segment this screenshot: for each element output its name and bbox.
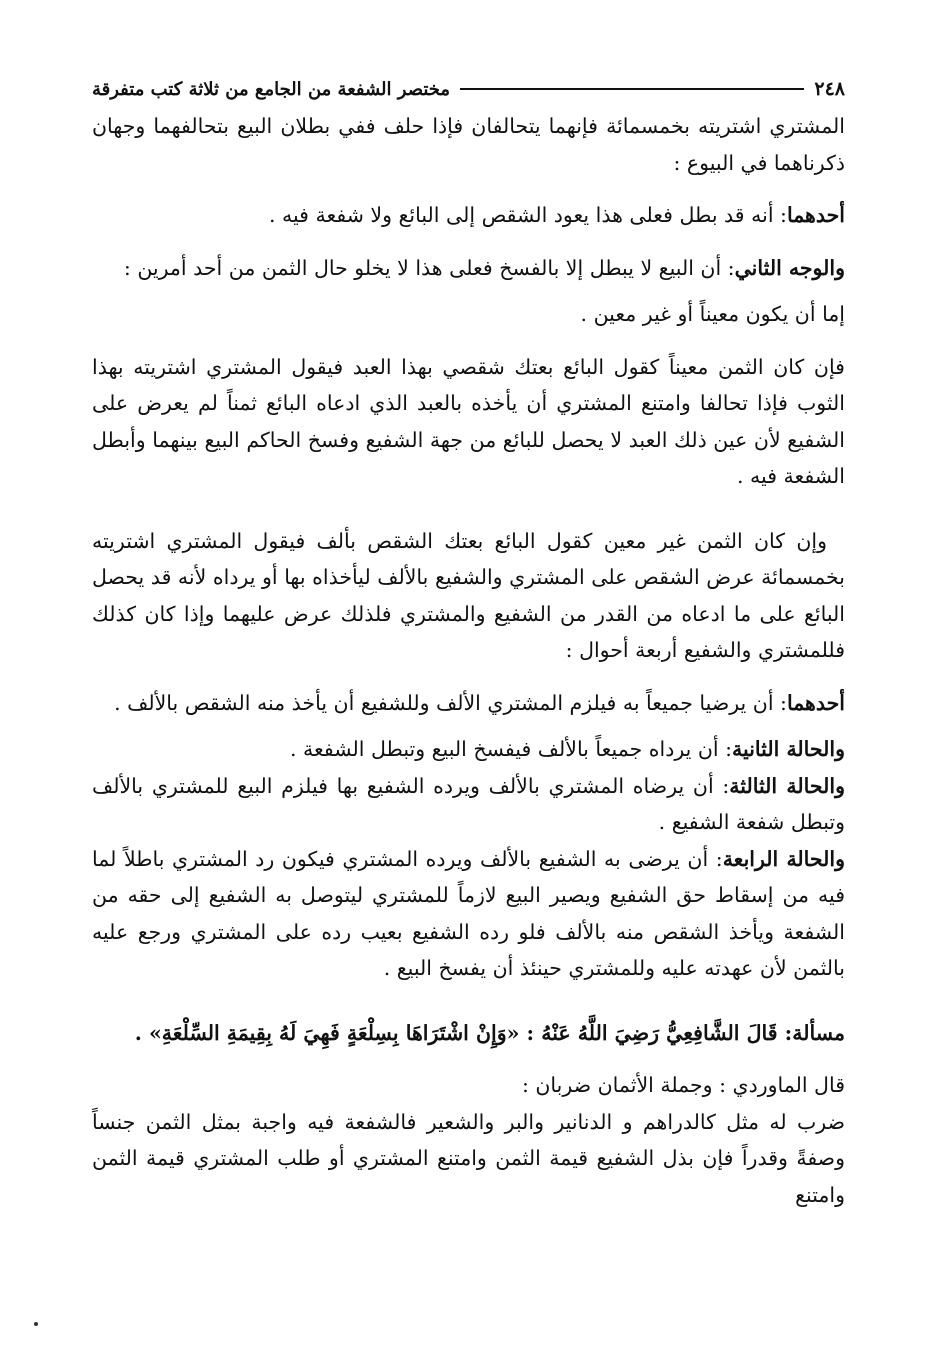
paragraph-7-text: : أن يرضيا جميعاً به فيلزم المشتري الألف وللشفيع أن يأخذ منه الشقص بالألف . (114, 690, 787, 715)
header-rule (460, 88, 804, 90)
paragraph-10-label: والحالة الرابعة (722, 846, 845, 871)
paragraph-9 (92, 768, 845, 841)
paragraph-3 (92, 250, 845, 287)
masala-heading (92, 1015, 845, 1052)
paragraph-10 (92, 841, 845, 987)
page-body (92, 108, 845, 1213)
running-title: مختصر الشفعة من الجامع من ثلاثة كتب متفرقة (92, 78, 451, 100)
paragraph-8 (92, 731, 845, 768)
paragraph-2 (92, 197, 845, 234)
paragraph-8-label: والحالة الثانية (732, 737, 845, 761)
paragraph-9-text: : أن يرضاه المشتري بالألف ويرده الشفيع بها فيلزم البيع للمشتري بالألف وتبطل شفعة الشفيع . (92, 773, 845, 834)
masala-quote: : قَالَ الشَّافِعِيُّ رَضِيَ اللَّهُ عَنْهُ : «وَإِنْ اشْتَرَاهَا بِسِلْعَةٍ فَهِيَ لَهُ بِقِيمَةِ السِّلْعَةِ» . (134, 1020, 793, 1045)
paragraph-4: إما أن يكون معيناً أو غير معين . (580, 302, 845, 326)
paragraph-10-text: : أن يرضى به الشفيع بالألف ويرده المشتري فيكون رد المشتري باطلاً لما فيه من إسقاط حق الشفيع ويصير البيع لازماً للمشتري ليتوصل به الشفيع إلى حقه من الشفعة ويأخذ الشقص منه بالألف فلو رده الشفيع بعيب رده على المشتري ورجع عليه بالثمن لأن عهدته عليه وللمشتري حينئذ أن يفسخ البيع . (92, 846, 845, 980)
masala-label: مسألة (792, 1020, 845, 1045)
paragraph-12: قال الماوردي : وجملة الأثمان ضربان : (521, 1073, 845, 1097)
paragraph-3-label: والوجه الثاني (734, 255, 845, 280)
paragraph-8-text: : أن يرداه جميعاً بالألف فيفسخ البيع وتبطل الشفعة . (289, 737, 733, 761)
paragraph-6: وإن كان الثمن غير معين كقول البائع بعتك الشقص بألف فيقول المشتري اشتريته بخمسمائة عرض الشقص على المشتري والشفيع بالألف ليأخذاه بها أو يرداه لأنه قد يحصل البائع على ما ادعاه من القدر من الشفيع والمشتري فلذلك عرض عليهما وإذا كان كذلك فللمشتري والشفيع أربعة أحوال : (92, 528, 845, 662)
paragraph-13: ضرب له مثل كالدراهم و الدنانير والبر والشعير فالشفعة فيه واجبة بمثل الثمن جنساً وصفةً وقدراً فإن بذل الشفيع قيمة الثمن وامتنع المشتري أو طلب المشتري قيمة الثمن وامتنع (92, 1109, 845, 1207)
page-number: ٢٤٨ (814, 78, 845, 100)
paragraph-3-text: : أن البيع لا يبطل إلا بالفسخ فعلى هذا لا يخلو حال الثمن من أحد أمرين : (123, 255, 735, 280)
paragraph-5: فإن كان الثمن معيناً كقول البائع بعتك شقصي بهذا العبد فيقول المشتري اشتريته بهذا الثوب فإذا تحالفا وامتنع المشتري أن يأخذه بالعبد الذي ادعاه البائع ثمناً لم يعرض على الشفيع لأن عين ذلك العبد لا يحصل للبائع من جهة الشفيع وفسخ الحاكم البيع بينهما وأبطل الشفعة فيه . (92, 354, 845, 488)
paragraph-2-text: : أنه قد بطل فعلى هذا يعود الشقص إلى البائع ولا شفعة فيه . (268, 203, 787, 227)
paragraph-9-label: والحالة الثالثة (729, 773, 845, 798)
page-header (92, 70, 845, 108)
scan-speck (34, 1322, 38, 1326)
paragraph-1: المشتري اشتريته بخمسمائة فإنهما يتحالفان فإذا حلف ففي بطلان البيع بتحالفهما وجهان ذكرناهما في البيوع : (92, 114, 845, 175)
paragraph-7-label: أحدهما (786, 690, 845, 715)
paragraph-2-label: أحدهما (786, 203, 845, 227)
paragraph-7 (92, 685, 845, 722)
